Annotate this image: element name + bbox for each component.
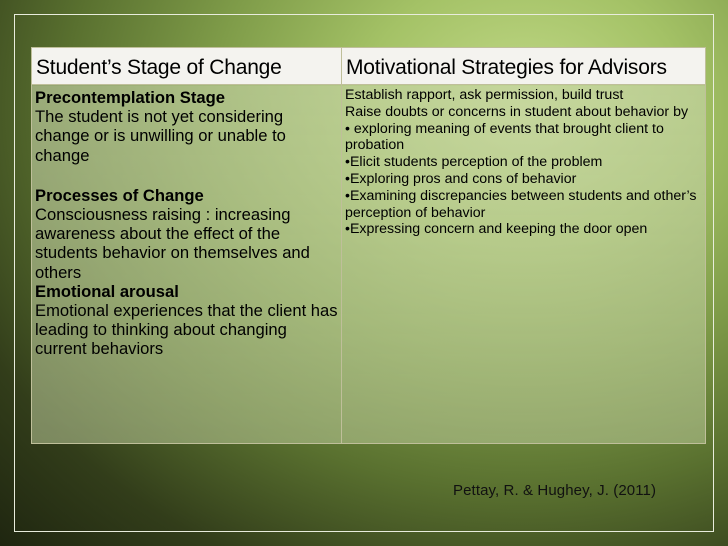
consciousness-raising: Consciousness raising : increasing awareness about the effect of the students behavior on themselves and others — [35, 205, 310, 282]
strategy-line: Establish rapport, ask permission, build trust — [345, 87, 624, 103]
stage-description: The student is not yet considering change or is unwilling or unable to change — [35, 107, 286, 165]
processes-title: Processes of Change — [35, 185, 204, 205]
strategy-line: •Examining discrepancies between students and other’s perception of behavior — [345, 187, 697, 221]
header-stage-of-change: Student’s Stage of Change — [32, 48, 342, 85]
strategy-table — [31, 47, 706, 444]
citation: Pettay, R. & Hughey, J. (2011) — [453, 482, 657, 499]
stage-cell — [32, 85, 342, 444]
header-motivational-strategies: Motivational Strategies for Advisors — [342, 48, 706, 85]
strategy-line: •Expressing concern and keeping the door open — [345, 221, 648, 238]
emotional-arousal-title: Emotional arousal — [35, 281, 179, 301]
table-row — [32, 85, 706, 444]
emotional-arousal-description: Emotional experiences that the client has leading to thinking about changing current behaviors — [35, 301, 338, 359]
strategy-line: •Elicit students perception of the problem — [345, 154, 603, 171]
strategy-line: •Exploring pros and cons of behavior — [345, 170, 577, 187]
table-header-row — [32, 48, 706, 85]
strategy-line: • exploring meaning of events that brought client to probation — [345, 120, 664, 154]
strategies-cell — [342, 85, 706, 444]
strategy-line: Raise doubts or concerns in student about behavior by — [345, 103, 689, 120]
stage-title: Precontemplation Stage — [35, 88, 225, 107]
